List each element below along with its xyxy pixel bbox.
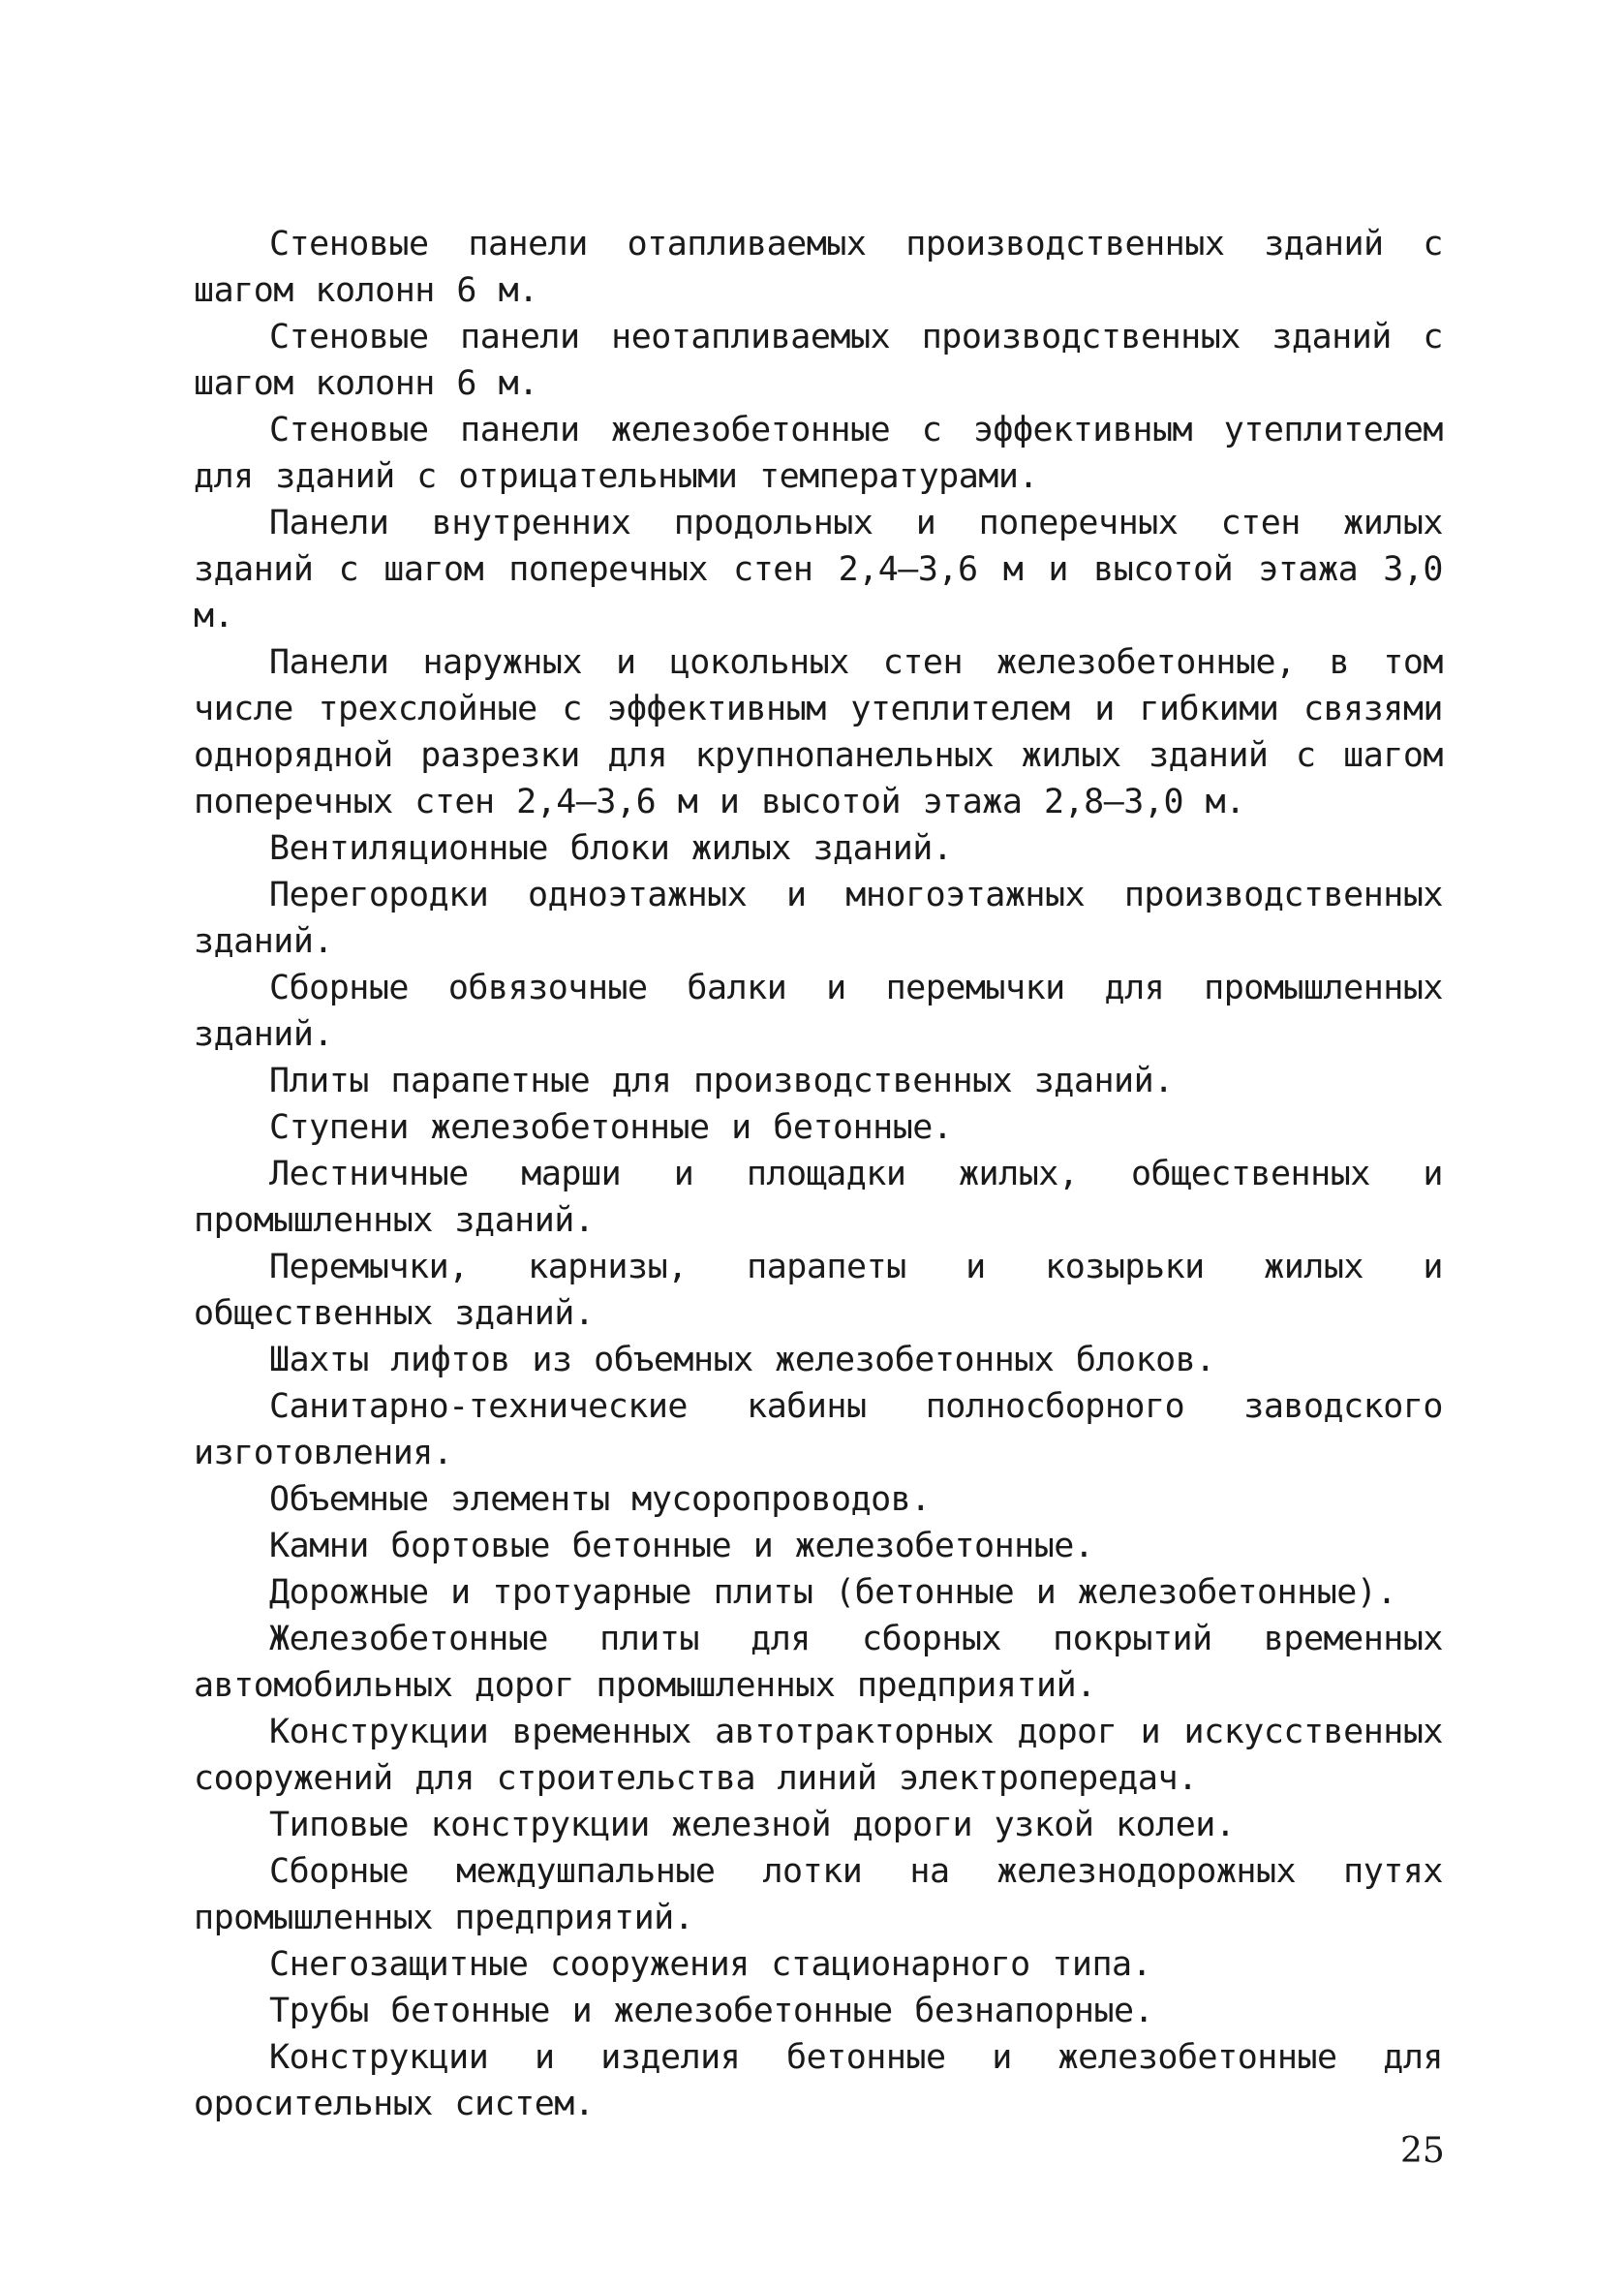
paragraph: Шахты лифтов из объемных железобетонных блоков. [269, 1341, 1215, 1379]
paragraph: Снегозащитные сооружения стационарного типа. [269, 1945, 1152, 1984]
paragraph: Стеновые панели отапливаемых производственных зданий с шагом колонн 6 м. [194, 225, 1443, 310]
paragraph: Сборные обвязочные балки и перемычки для промышленных зданий. [194, 969, 1443, 1054]
paragraph: Камни бортовые бетонные и железобетонные. [269, 1527, 1094, 1565]
paragraph: Конструкции временных автотракторных дорог и искусственных сооружений для строительства линий электропередач. [194, 1713, 1443, 1798]
paragraph: Перегородки одноэтажных и многоэтажных производственных зданий. [194, 876, 1443, 961]
paragraph: Стеновые панели железобетонные с эффективным утеплителем для зданий с отрицательными температурами. [194, 411, 1443, 496]
paragraph: Дорожные и тротуарные плиты (бетонные и железобетонные). [269, 1573, 1397, 1612]
paragraph: Лестничные марши и площадки жилых, общественных и промышленных зданий. [194, 1155, 1443, 1240]
paragraph: Плиты парапетные для производственных зданий. [269, 1062, 1174, 1100]
paragraph: Перемычки, карнизы, парапеты и козырьки жилых и общественных зданий. [194, 1248, 1443, 1333]
paragraph: Типовые конструкции железной дороги узкой колеи. [269, 1806, 1236, 1844]
paragraph: Объемные элементы мусоропроводов. [269, 1480, 931, 1519]
paragraph: Санитарно-технические кабины полносборного заводского изготовления. [194, 1387, 1443, 1472]
paragraph: Железобетонные плиты для сборных покрытий временных автомобильных дорог промышленных предприятий. [194, 1620, 1443, 1705]
paragraph: Панели наружных и цокольных стен железобетонные, в том числе трехслойные с эффективным утеплителем и гибкими связями однорядной разрезки для крупнопанельных жилых зданий с шагом поперечных стен 2,4–3,6 м и высотой этажа 2,8–3,0 м. [194, 643, 1443, 821]
paragraph: Сборные междушпальные лотки на железнодорожных путях промышленных предприятий. [194, 1852, 1443, 1937]
paragraph: Панели внутренних продольных и поперечных стен жилых зданий с шагом поперечных стен 2,4–3,6 м и высотой этажа 3,0 м. [194, 504, 1443, 635]
paragraph: Вентиляционные блоки жилых зданий. [269, 829, 953, 868]
paragraph: Трубы бетонные и железобетонные безнапорные. [269, 1992, 1154, 2030]
paragraph: Ступени железобетонные и бетонные. [269, 1108, 953, 1147]
paragraph: Стеновые панели неотапливаемых производственных зданий с шагом колонн 6 м. [194, 318, 1443, 403]
page-number: 25 [1400, 2131, 1445, 2171]
document-body [194, 221, 1443, 2127]
paragraph: Конструкции и изделия бетонные и железобетонные для оросительных систем. [194, 2038, 1443, 2123]
